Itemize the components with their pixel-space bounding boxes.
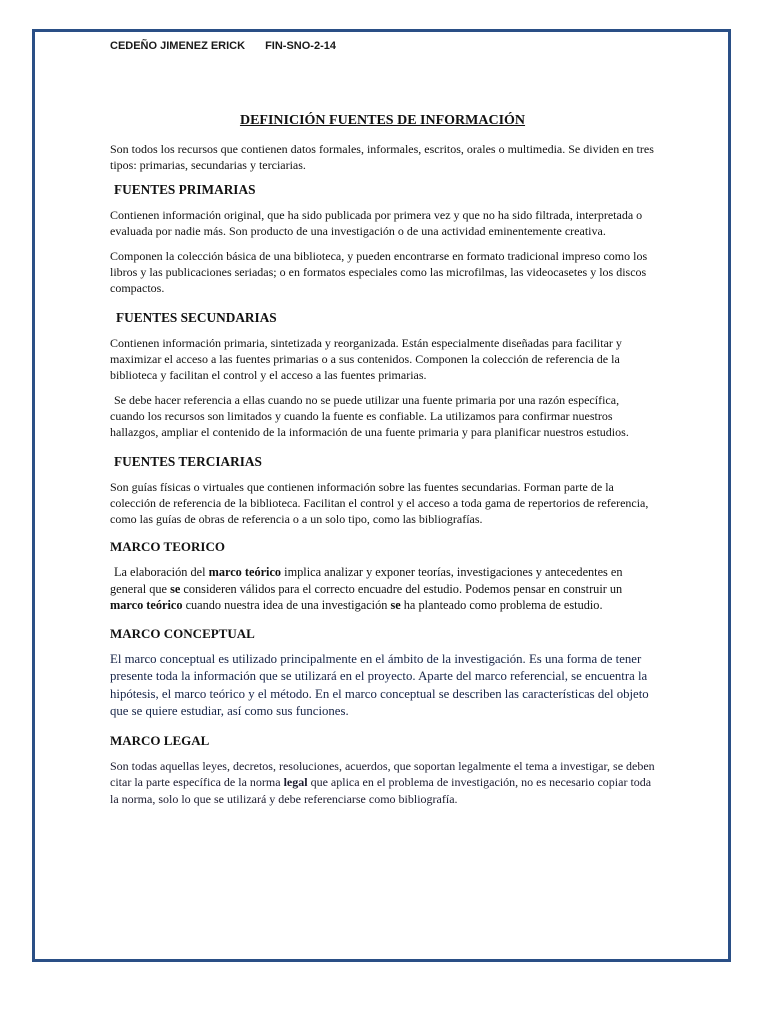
- secundarias-paragraph-2: Se debe hacer referencia a ellas cuando no se puede utilizar una fuente primaria por una razón específica, cuando los recursos son limitados y cuando la fuente es confiable. La utilizamos para confirmar nuestros hallazgos, ampliar el contenido de la información de una fuente primaria y para planificar nuestros estudios.: [110, 393, 629, 439]
- heading-fuentes-terciarias: FUENTES TERCIARIAS: [114, 454, 262, 469]
- bold-term: se: [390, 598, 401, 612]
- bold-term: marco teórico: [110, 598, 183, 612]
- bold-term: marco teórico: [208, 565, 282, 579]
- author-name: CEDEÑO JIMENEZ ERICK: [110, 40, 246, 52]
- bold-term: se: [170, 581, 181, 596]
- heading-marco-teorico: MARCO TEORICO: [110, 539, 225, 554]
- marco-legal-section: [110, 758, 655, 808]
- intro-paragraph: Son todos los recursos que contienen datos formales, informales, escritos, orales o multimedia. Se dividen en tres tipos: primarias, secundarias y terciarias.: [110, 142, 654, 172]
- course-code: FIN-SNO-2-14: [265, 40, 336, 52]
- document-header: [110, 40, 655, 52]
- marco-teorico-paragraph: La elaboración del marco teórico implica analizar y exponer teorías, investigaciones y antecedentes en general que se consideren válidos para el correcto encuadre del estudio. Podemos pensar en construir un marco teórico cuando nuestra idea de una investigación se ha planteado como problema de estudio.: [110, 565, 623, 612]
- secundarias-paragraph-1: Contienen información primaria, sintetizada y reorganizada. Están especialmente diseñadas para facilitar y maximizar el acceso a las fuentes primarias o a sus contenidos. Componen la colección de referencia de la biblioteca y facilitan el control y el acceso a las fuentes primarias.: [110, 336, 622, 382]
- document-body: [110, 40, 655, 807]
- heading-marco-legal: MARCO LEGAL: [110, 732, 210, 748]
- terciarias-paragraph: Son guías físicas o virtuales que contienen información sobre las fuentes secundarias. Forman parte de la colección de referencia de la biblioteca. Facilitan el control y el acceso a toda gama de repertorios de referencia, como las guías de obras de referencia o a un solo tipo, como las bibliografías.: [110, 480, 649, 526]
- heading-marco-conceptual: MARCO CONCEPTUAL: [110, 625, 255, 641]
- marco-teorico-section: [110, 564, 655, 614]
- marco-legal-paragraph: Son todas aquellas leyes, decretos, resoluciones, acuerdos, que soportan legalmente el tema a investigar, se deben citar la parte específica de la norma legal que aplica en el problema de investigación, no es necesario copiar toda la norma, solo lo que se utilizará y debe referenciarse como bibliografía.: [110, 758, 655, 806]
- heading-fuentes-secundarias: FUENTES SECUNDARIAS: [116, 310, 277, 325]
- heading-fuentes-primarias: FUENTES PRIMARIAS: [114, 182, 256, 197]
- marco-conceptual-section: [110, 651, 655, 721]
- primarias-paragraph-1: Contienen información original, que ha sido publicada por primera vez y que no ha sido filtrada, interpretada o evaluada por nadie más. Son producto de una investigación o de una actividad eminentemente creativa.: [110, 208, 643, 238]
- document-title: DEFINICIÓN FUENTES DE INFORMACIÓN: [239, 113, 526, 128]
- bold-term: legal: [283, 775, 308, 789]
- primarias-paragraph-2: Componen la colección básica de una biblioteca, y pueden encontrarse en formato tradicional impreso como los libros y las publicaciones seriadas; o en formatos especiales como las microfilmas, las videocasetes y los discos compactos.: [110, 249, 648, 295]
- marco-conceptual-paragraph: El marco conceptual es utilizado principalmente en el ámbito de la investigación. Es una forma de tener presente toda la información que se utilizará en el proyecto. Aparte del marco referencial, se encuentra la hipótesis, el marco teórico y el método. En el marco conceptual se describen las características del objeto que se quiere estudiar, así como sus funciones.: [110, 651, 649, 718]
